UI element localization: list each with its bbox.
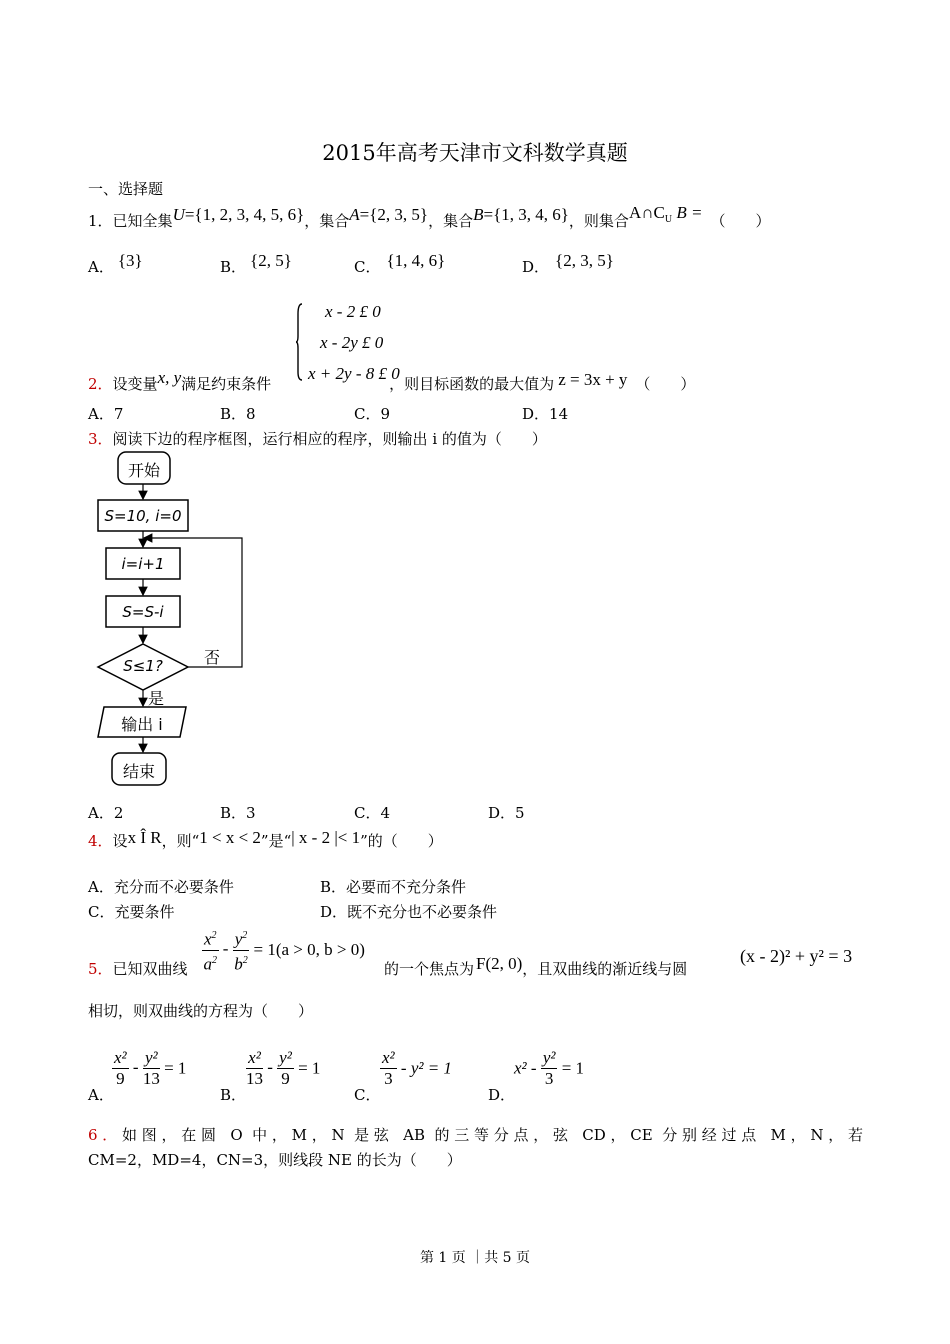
question-3: 3．阅读下边的程序框图，运行相应的程序，则输出 i 的值为（ ） bbox=[88, 430, 547, 448]
flow-condition: S≤1? bbox=[123, 657, 163, 675]
q5-option-a: $\frac{\text{x²}}{9}$ - $\frac{\text{y²}}{13}$ = 1 bbox=[114, 1048, 187, 1088]
flow-subtract: S=S-i bbox=[122, 603, 164, 621]
question-5-label: 5．已知双曲线 bbox=[88, 960, 188, 978]
q1-option-d: D． {2, 3, 5} bbox=[522, 251, 614, 276]
q3-option-c: C．4 bbox=[354, 804, 391, 822]
question-5-text: 的一个焦点为 F(2, 0)，且双曲线的渐近线与圆 bbox=[384, 954, 688, 978]
question-number: 1． bbox=[88, 212, 113, 230]
question-5-tail: 相切，则双曲线的方程为（ ） bbox=[88, 1002, 314, 1020]
circle-equation: (x - 2)² + y² = 3 bbox=[740, 946, 853, 966]
q1-option-c: C． {1, 4, 6} bbox=[354, 251, 446, 276]
question-6-line-2: CM=2，MD=4，CN=3，则线段 NE 的长为（ ） bbox=[88, 1151, 462, 1169]
q2-option-c: C．9 bbox=[354, 405, 391, 423]
q5-option-c-label: C． bbox=[354, 1086, 381, 1104]
q5-option-b-label: B． bbox=[220, 1086, 247, 1104]
q3-option-a: A．2 bbox=[88, 804, 124, 822]
q5-option-b: $\frac{\text{x²}}{13}$ - $\frac{\text{y²}}{9}$ = 1 bbox=[246, 1048, 321, 1088]
q1-option-a: A． {3} bbox=[88, 251, 143, 276]
flow-yes-label: 是 bbox=[148, 689, 165, 708]
q2-option-b: B．8 bbox=[220, 405, 256, 423]
q5-option-a-label: A． bbox=[88, 1086, 114, 1104]
q2-option-d: D．14 bbox=[522, 405, 569, 423]
q3-option-b: B．3 bbox=[220, 804, 256, 822]
question-6-line-1: 6．如图，在圆 O 中，M，N 是弦 AB 的三等分点，弦 CD，CE 分别经过点 M，N，若 bbox=[88, 1126, 863, 1144]
flow-start: 开始 bbox=[127, 461, 160, 480]
page-title: 2015年高考天津市文科数学真题 bbox=[322, 141, 628, 165]
question-number: 3． bbox=[88, 430, 113, 448]
question-number: 4． bbox=[88, 832, 113, 850]
constraint-1: x - 2 £ 0 bbox=[325, 302, 381, 321]
flow-end: 结束 bbox=[122, 762, 155, 781]
q4-option-a: A．充分而不必要条件 bbox=[88, 878, 234, 896]
section-heading: 一、选择题 bbox=[88, 180, 164, 198]
flow-increment: i=i+1 bbox=[121, 555, 165, 573]
q5-option-c: $\frac{\text{x²}}{3}$ - y² = 1 bbox=[382, 1048, 452, 1088]
flow-init: S=10, i=0 bbox=[104, 507, 182, 525]
q4-option-b: B．必要而不充分条件 bbox=[320, 878, 467, 896]
q5-option-d-label: D． bbox=[488, 1086, 516, 1104]
q3-option-d: D．5 bbox=[488, 804, 525, 822]
constraint-2: x - 2y £ 0 bbox=[320, 333, 384, 352]
q5-option-d: x² - $\frac{\text{y²}}{3}$ = 1 bbox=[514, 1048, 585, 1088]
brace bbox=[296, 302, 304, 382]
q4-option-d: D．既不充分也不必要条件 bbox=[320, 903, 498, 921]
question-number: 2． bbox=[88, 375, 113, 393]
constraint-3: x + 2y - 8 £ 0 bbox=[308, 364, 400, 383]
page-footer: 第 1 页 ｜共 5 页 bbox=[419, 1250, 531, 1266]
hyperbola-equation: $\frac{x^2}{a^2}$ - $\frac{y^2}{b^2}$ = 1(a > 0, b > 0) bbox=[202, 926, 365, 974]
q2-option-a: A．7 bbox=[88, 405, 124, 423]
q1-option-b: B． {2, 5} bbox=[220, 251, 292, 276]
question-number: 5． bbox=[88, 960, 113, 978]
flow-output: 输出 i bbox=[121, 715, 163, 734]
question-number: 6． bbox=[88, 1126, 123, 1144]
q4-option-c: C．充要条件 bbox=[88, 903, 175, 921]
question-4: 4．设x Î R，则“1 < x < 2”是“| x - 2 |< 1”的（ ） bbox=[88, 828, 443, 850]
flowchart bbox=[90, 448, 260, 790]
question-1: 1．已知全集U={1, 2, 3, 4, 5, 6}，集合A={2, 3, 5}，集合B={1, 3, 4, 6}，则集合$A\cap C^U$ B = （ ） bbox=[88, 203, 771, 230]
flow-no-label: 否 bbox=[204, 648, 221, 667]
question-2: 2．设变量x, y满足约束条件 ，则目标函数的最大值为 z = 3x + y （ ） bbox=[88, 368, 696, 393]
